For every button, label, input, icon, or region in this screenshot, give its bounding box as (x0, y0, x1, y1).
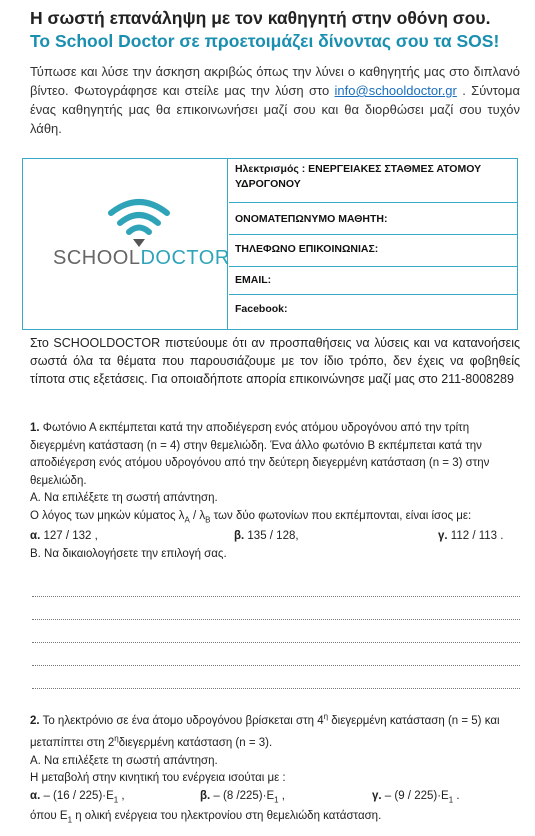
question-2 (30, 708, 522, 829)
wifi-logo-icon (107, 197, 171, 247)
q1-option-a-label: α. (30, 530, 41, 543)
q1-question-text: Ο λόγος των μηκών κύματος λ (30, 509, 185, 522)
info-row-email[interactable]: EMAIL: (229, 267, 518, 295)
q2-question: Η μεταβολή στην κινητική του ενέργεια ισούται με : (30, 772, 286, 785)
q1-option-b-text: 135 / 128, (244, 530, 299, 543)
q2-options (30, 788, 522, 809)
q1-options (30, 528, 522, 546)
q2-option-a-comma: , (118, 789, 125, 802)
schooldoctor-paragraph: Στο SCHOOLDOCTOR πιστεύουμε ότι αν προσπαθήσεις να λύσεις και να κατανοήσεις σωστά όλα τα θέματα που παρουσιάζουμε με τον ίδιο τρόπο, δεν έχεις να φοβηθείς τίποτα στις εξετάσεις. Για οποιαδήποτε απορία επικοινώνησε μαζί μας στο 211-8008289 (30, 336, 520, 386)
q2-option-c[interactable] (372, 788, 460, 809)
q2-option-a[interactable] (30, 788, 200, 809)
email-link[interactable]: info@schooldoctor.gr (334, 83, 457, 98)
q2-option-b-comma: , (278, 789, 285, 802)
q1-option-b-label: β. (234, 530, 245, 543)
q2-option-c-dot: . (453, 789, 460, 802)
q2-note (30, 808, 522, 829)
q2-stem-2: διεγερμένη κατάσταση (n = 5) και μεταπίπτει στη 2 (30, 714, 500, 750)
q2-part-a: Α. Να επιλέξετε τη σωστή απάντηση. (30, 754, 218, 767)
q2-stem-3: διεγερμένη κατάσταση (n = 3). (118, 737, 273, 750)
intro-text-after: . Σύντομα ένας καθηγητής μας θα επικοινωνήσει μαζί σου και θα διορθώσει μαζί σου τυχόν λάθη. (30, 83, 520, 136)
q2-note-sub: 1 (67, 815, 73, 825)
info-row-facebook[interactable]: Facebook: (235, 303, 288, 315)
info-row-phone[interactable]: ΤΗΛΕΦΩΝΟ ΕΠΙΚΟΙΝΩΝΙΑΣ: (229, 235, 518, 267)
q2-stem (30, 708, 522, 753)
q1-question-end: των δύο φωτονίων που εκπέμπονται, είναι ίσος με: (210, 509, 472, 522)
q2-option-b[interactable] (200, 788, 372, 809)
q2-sup-1: η (323, 712, 329, 721)
q1-option-a[interactable] (30, 528, 234, 546)
q1-option-b[interactable] (234, 528, 438, 546)
q2-option-a-text: – (16 / 225)·E (40, 789, 114, 802)
answer-line[interactable] (32, 619, 520, 620)
q1-stem (30, 420, 522, 490)
q1-option-c[interactable] (438, 528, 503, 546)
q2-note-2: η ολική ενέργεια του ηλεκτρονίου στη θεμελιώδη κατάσταση. (72, 810, 382, 823)
logo-school: SCHOOL (53, 247, 141, 269)
q1-part-b: Β. Να δικαιολογήσετε την επιλογή σας. (30, 547, 227, 560)
q1-slash: / λ (189, 509, 206, 522)
student-info-card (22, 158, 518, 330)
q1-option-c-text: 112 / 113 . (447, 530, 504, 543)
q2-option-b-sub: 1 (274, 794, 279, 804)
answer-line[interactable] (32, 642, 520, 643)
q2-option-a-sub: 1 (113, 794, 119, 804)
q2-option-b-label: β. (200, 789, 211, 802)
header-title: Η σωστή επανάληψη με τον καθηγητή στην οθόνη σου. (30, 8, 491, 28)
logo-doctor: DOCTOR (140, 247, 230, 269)
q2-number: 2. (30, 714, 40, 727)
q1-number: 1. (30, 422, 40, 434)
logo-wordmark (53, 247, 230, 270)
q1-sub-a: Α (184, 514, 190, 524)
q1-part-a: Α. Να επιλέξετε τη σωστή απάντηση. (30, 492, 218, 504)
q2-option-c-text: – (9 / 225)·E (381, 789, 449, 802)
q1-stem-text: Φωτόνιο Α εκπέμπεται κατά την αποδιέγερση ενός ατόμου υδρογόνου από την τρίτη διεγερμένη κατάσταση (n = 4) στην θεμελιώδη. Ένα άλλο φωτόνιο Β εκπέμπεται κατά την αποδιέγερση ενός ατόμου υδρογόνου από την δεύτερη διεγερμένη κατάσταση (n = 3) στην θεμελιώδη. (30, 422, 490, 487)
info-row-student-name[interactable]: ΟΝΟΜΑΤΕΠΩΝΥΜΟ ΜΑΘΗΤΗ: (229, 203, 518, 235)
intro-text-before: Τύπωσε και λύσε την άσκηση ακριβώς όπως την λύνει ο καθηγητής μας στο διπλανό βίντεο. Φωτογράφησε και στείλε μας την λύση στο (30, 64, 520, 98)
answer-line[interactable] (32, 688, 520, 689)
q2-stem-1: Το ηλεκτρόνιο σε ένα άτομο υδρογόνου βρίσκεται στη 4 (39, 714, 324, 727)
header-subtitle: Το School Doctor σε προετοιμάζει δίνοντας σου τα SOS! (30, 31, 500, 51)
q1-option-a-text: 127 / 132 , (40, 530, 98, 543)
q2-note-1: όπου E (30, 810, 68, 823)
info-row-topic: Ηλεκτρισμός : ΕΝΕΡΓΕΙΑΚΕΣ ΣΤΑΘΜΕΣ ΑΤΟΜΟΥ ΥΔΡΟΓΟΝΟΥ (229, 159, 518, 203)
q2-option-a-label: α. (30, 789, 41, 802)
intro-paragraph (30, 62, 520, 138)
q1-question (30, 508, 522, 529)
answer-line[interactable] (32, 596, 520, 597)
q1-sub-b: Β (205, 514, 211, 524)
q2-option-b-text: – (8 /225)·E (210, 789, 275, 802)
question-1 (30, 420, 522, 563)
q2-option-c-sub: 1 (448, 794, 454, 804)
q2-sup-2: η (114, 734, 119, 744)
answer-line[interactable] (32, 665, 520, 666)
q2-option-c-label: γ. (372, 789, 382, 802)
q1-option-c-label: γ. (438, 530, 448, 543)
logo-cell (23, 159, 228, 329)
